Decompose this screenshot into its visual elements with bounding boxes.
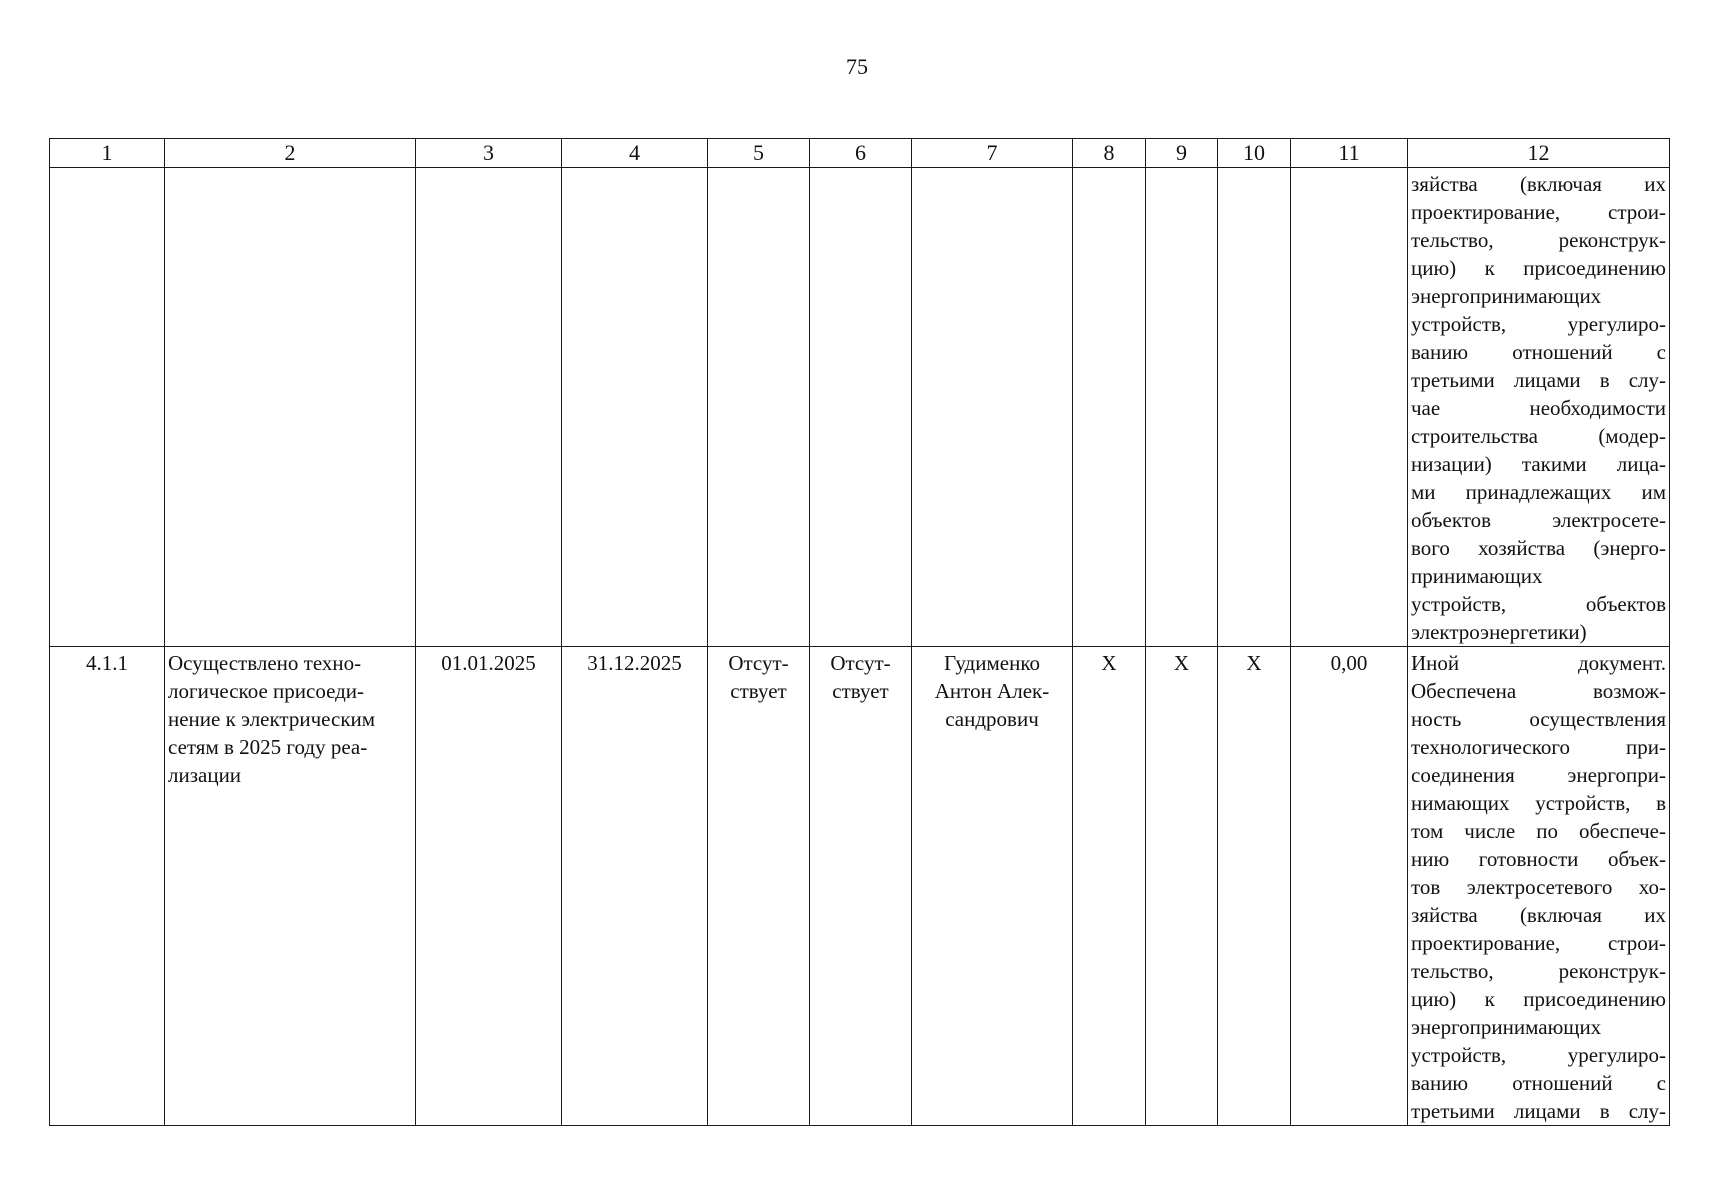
table-cell bbox=[1291, 168, 1408, 647]
column-10-value: X bbox=[1218, 647, 1291, 1126]
table-cell bbox=[165, 168, 416, 647]
plan-table bbox=[49, 138, 1670, 1126]
event-name: Осуществлено техно- логическое присоеди- нение к электрическим сетям в 2025 году реа- лизации bbox=[168, 651, 376, 787]
column-header: 9 bbox=[1146, 139, 1218, 168]
column-header: 4 bbox=[562, 139, 708, 168]
result-description: Иной документ. Обеспечена возмож- ность осуществления технологического при- соединения энергопри- нимающих устройств, в том числе по обеспече- нию готовности объек- тов электросетевого хо- зяйства (включая их проектирование, строи- тельство, реконструк- цию) к присоединению энергопринимающих устройств, урегулиро- ванию отношений с третьими лицами в слу- bbox=[1411, 651, 1666, 1123]
page-number: 75 bbox=[846, 54, 868, 79]
column-header: 2 bbox=[165, 139, 416, 168]
column-number-row bbox=[50, 139, 1670, 168]
row-number: 4.1.1 bbox=[50, 647, 165, 1126]
column-5-value: Отсут- ствует bbox=[708, 647, 810, 1126]
column-8-value: X bbox=[1073, 647, 1146, 1126]
column-header: 1 bbox=[50, 139, 165, 168]
column-6-value: Отсут- ствует bbox=[810, 647, 912, 1126]
result-description: зяйства (включая их проектирование, строи- тельство, реконструк- цию) к присоединению энергопринимающих устройств, урегулиро- ванию отношений с третьими лицами в слу- чае необходимости строительства (модер- низации) такими лица- ми принадлежащих им объектов электросете- вого хозяйства (энерго- принимающих устройств, объектов электроэнергетики) bbox=[1411, 172, 1666, 644]
column-header: 10 bbox=[1218, 139, 1291, 168]
result-description-cell bbox=[1408, 168, 1670, 647]
result-description-cell bbox=[1408, 647, 1670, 1126]
column-header: 6 bbox=[810, 139, 912, 168]
column-header: 11 bbox=[1291, 139, 1408, 168]
table-cell bbox=[912, 168, 1073, 647]
table-cell bbox=[50, 168, 165, 647]
column-header: 8 bbox=[1073, 139, 1146, 168]
column-header: 12 bbox=[1408, 139, 1670, 168]
column-header: 3 bbox=[416, 139, 562, 168]
column-header: 7 bbox=[912, 139, 1073, 168]
table-cell bbox=[416, 168, 562, 647]
table-cell bbox=[562, 168, 708, 647]
event-name-cell bbox=[165, 647, 416, 1126]
table-cell bbox=[708, 168, 810, 647]
responsible-person: Гудименко Антон Алек- сандрович bbox=[912, 647, 1073, 1126]
table-cell bbox=[810, 168, 912, 647]
start-date: 01.01.2025 bbox=[416, 647, 562, 1126]
table-cell bbox=[1218, 168, 1291, 647]
table-row-4-1-1 bbox=[50, 647, 1670, 1126]
table-cell bbox=[1073, 168, 1146, 647]
column-11-value: 0,00 bbox=[1291, 647, 1408, 1126]
column-9-value: X bbox=[1146, 647, 1218, 1126]
end-date: 31.12.2025 bbox=[562, 647, 708, 1126]
column-header: 5 bbox=[708, 139, 810, 168]
continuation-row bbox=[50, 168, 1670, 647]
table-cell bbox=[1146, 168, 1218, 647]
